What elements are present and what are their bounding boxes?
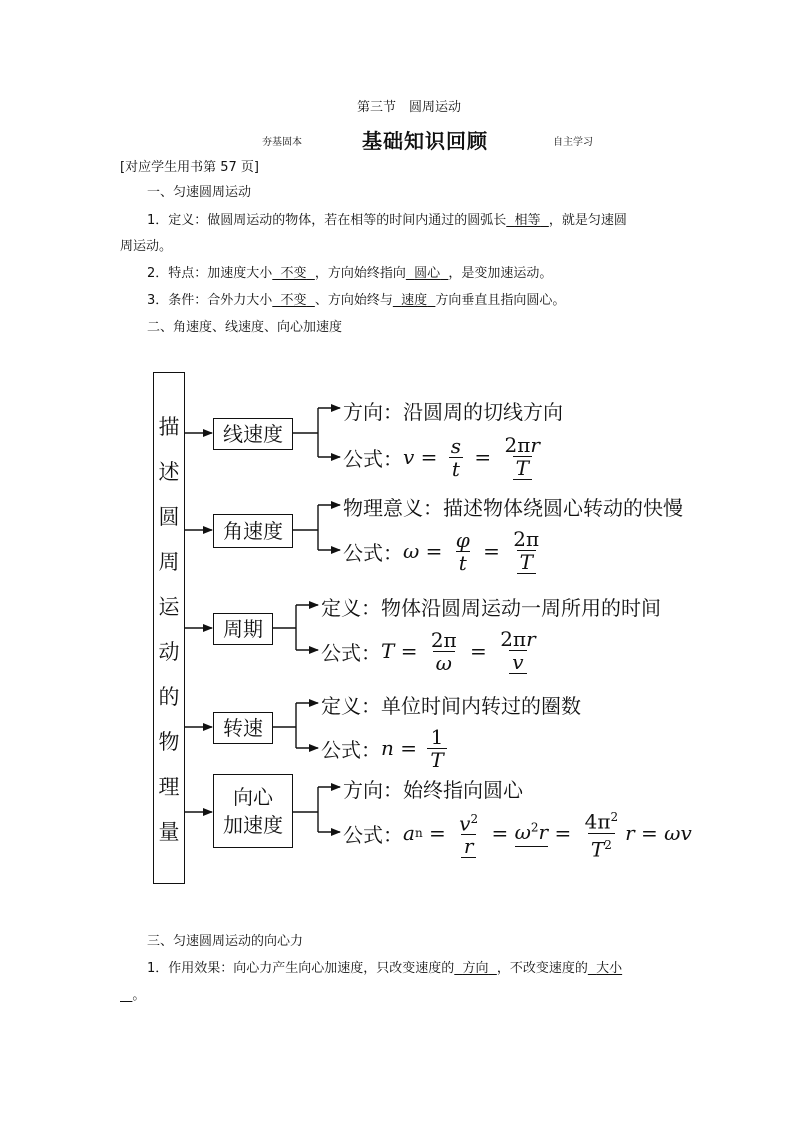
- fraction: $\frac{\varphi}{t}$: [455, 527, 470, 575]
- node-rotational-speed: 转速: [213, 712, 273, 744]
- banner-right-tag: 自主学习: [553, 137, 593, 148]
- diagram-root-box: [153, 372, 185, 884]
- centripetal-direction: 方向：始终指向圆心: [343, 778, 523, 802]
- root-char: 的: [158, 684, 180, 709]
- node-period: 周期: [213, 613, 273, 645]
- root-char: 周: [158, 549, 180, 574]
- fraction: $\frac{v^2}{r}$: [459, 811, 479, 859]
- linear-formula: 公式： v = $\frac{s}{t}$ = $\frac{2\pi r}{T}$: [343, 432, 547, 482]
- blank: [454, 961, 497, 976]
- angular-formula: 公式： ω = $\frac{\varphi}{t}$ = $\frac{2\pi}{T}$: [343, 526, 546, 576]
- text: 3．条件：合外力大小: [147, 293, 273, 308]
- text: 、方向始终与: [314, 293, 393, 308]
- formula-label: 公式：: [343, 540, 403, 565]
- text: 方向垂直且指向圆心。: [435, 293, 566, 308]
- formula-label: 公式：: [321, 640, 381, 665]
- centripetal-formula: 公式： a n = $\frac{v^2}{r}$ = $\omega^2r$ = $\frac{4\pi^2}{T^2}$ r = ωv: [343, 806, 692, 860]
- banner-title: 基础知识回顾: [362, 129, 488, 153]
- part2-heading: 二、角速度、线速度、向心加速度: [147, 320, 343, 335]
- node-centripetal-acceleration: [213, 774, 293, 848]
- root-char: 理: [158, 774, 180, 799]
- root-char: 动: [158, 639, 180, 664]
- fraction: $\frac{2\pi r}{v}$: [500, 627, 536, 674]
- angular-meaning: 物理意义：描述物体绕圆心转动的快慢: [343, 496, 683, 520]
- root-char: 物: [158, 729, 180, 754]
- part3-item1-line2: [120, 984, 145, 1003]
- root-char: 述: [158, 459, 180, 484]
- blank-answer: 圆心: [414, 266, 441, 281]
- math: a: [403, 821, 415, 845]
- text: 1．定义：做圆周运动的物体，若在相等的时间内通过的圆弧长: [147, 213, 507, 228]
- blank-answer: 方向: [462, 961, 489, 976]
- root-char: 运: [158, 594, 180, 619]
- speed-formula: 公式： n = $\frac{1}{T}$: [321, 723, 451, 773]
- root-char: 描: [158, 414, 180, 439]
- node-line: 加速度: [223, 813, 283, 837]
- fraction: $\frac{2\pi}{T}$: [513, 527, 540, 574]
- fraction: $\frac{2\pi}{\omega}$: [430, 627, 457, 675]
- math: T: [381, 639, 395, 663]
- formula-label: 公式：: [343, 446, 403, 471]
- math: n: [381, 736, 394, 760]
- text: 。: [132, 988, 146, 1003]
- node-line: 向心: [233, 785, 273, 809]
- blank-tail: [120, 988, 132, 1003]
- formula-label: 公式：: [343, 822, 403, 847]
- text: ，就是匀速圆: [548, 213, 627, 228]
- blank: [588, 961, 622, 976]
- root-char: 圆: [158, 504, 180, 529]
- fraction: $\frac{s}{t}$: [450, 433, 462, 481]
- banner-left-tag: 夯基固本: [262, 137, 302, 148]
- fraction: $\frac{2\pi r}{T}$: [504, 433, 540, 480]
- text: 1．作用效果：向心力产生向心加速度，只改变速度的: [147, 961, 455, 976]
- period-formula: 公式： T = $\frac{2\pi}{\omega}$ = $\frac{2\pi r}{v}$: [321, 625, 543, 677]
- fraction: $\frac{4\pi^2}{T^2}$: [584, 809, 619, 862]
- blank-answer: 相等: [514, 213, 541, 228]
- part3-heading: 三、匀速圆周运动的向心力: [147, 934, 304, 949]
- section-title: 第三节 圆周运动: [356, 100, 461, 115]
- node-linear-velocity: 线速度: [213, 418, 293, 450]
- node-angular-velocity: 角速度: [213, 514, 293, 548]
- part1-item1-line2: 周运动。: [120, 239, 173, 254]
- blank-answer: 速度: [401, 293, 428, 308]
- math: $\omega^2r$: [515, 820, 549, 847]
- fraction: $\frac{1}{T}$: [427, 726, 446, 771]
- blank-answer: 大小: [596, 961, 623, 976]
- root-char: 量: [158, 819, 180, 844]
- blank-answer: 不变: [280, 293, 307, 308]
- period-definition: 定义：物体沿圆周运动一周所用的时间: [321, 596, 661, 620]
- speed-definition: 定义：单位时间内转过的圈数: [321, 694, 581, 718]
- linear-direction: 方向：沿圆周的切线方向: [343, 400, 563, 424]
- formula-label: 公式：: [321, 737, 381, 762]
- part1-heading: 一、匀速圆周运动: [147, 185, 252, 200]
- text: ，不改变速度的: [496, 961, 588, 976]
- page-reference: [对应学生用书第 57 页]: [120, 160, 259, 175]
- math: v: [403, 445, 415, 469]
- text: 2．特点：加速度大小: [147, 266, 273, 281]
- math: ω: [403, 539, 420, 563]
- text: ，是变加速运动。: [448, 266, 553, 281]
- part3-item1-line1: [147, 957, 622, 976]
- text: ，方向始终指向: [314, 266, 406, 281]
- blank-answer: 不变: [280, 266, 307, 281]
